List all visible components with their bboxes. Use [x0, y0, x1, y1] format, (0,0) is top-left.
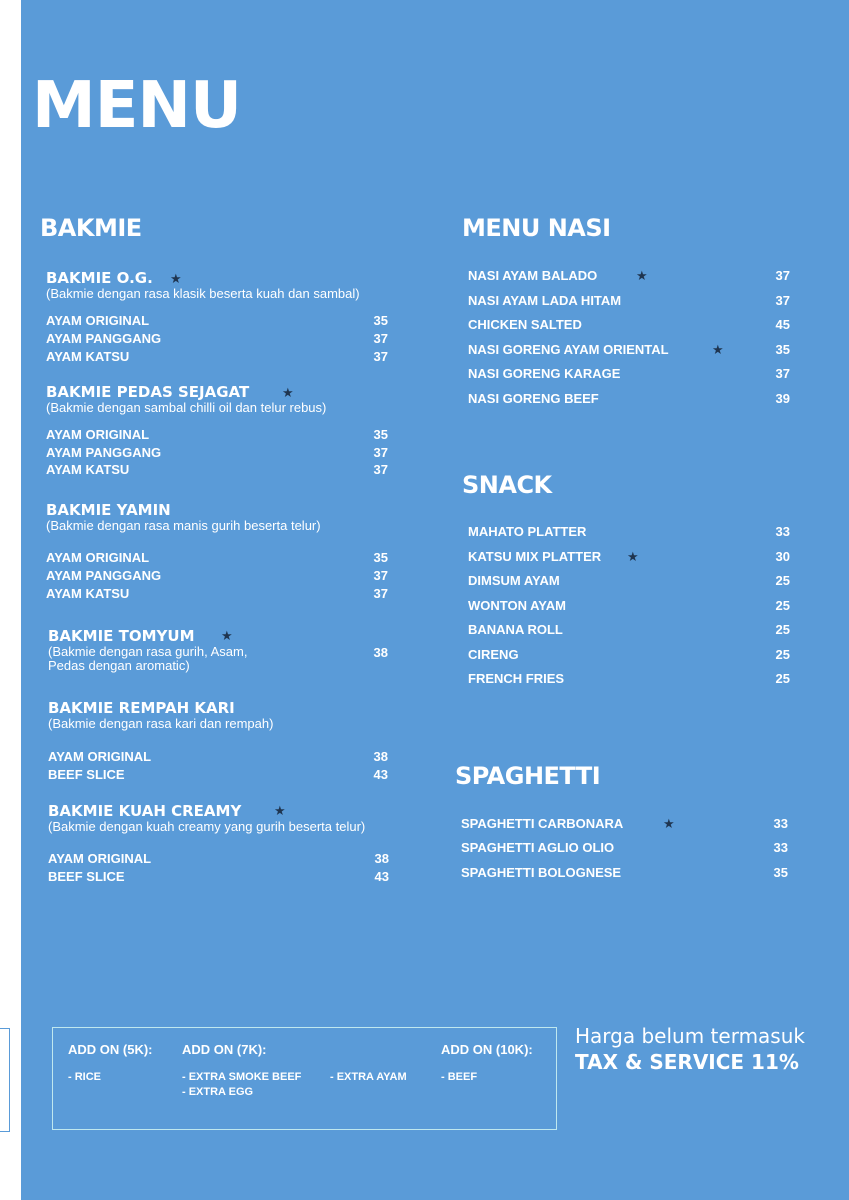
star-icon: ★: [221, 628, 233, 643]
menu-item-name: AYAM ORIGINAL: [46, 313, 150, 328]
menu-item-price: 37: [373, 568, 388, 583]
menu-item-price: 39: [775, 391, 790, 406]
menu-item-name: SPAGHETTI BOLOGNESE: [461, 865, 622, 880]
menu-item-price: 45: [775, 317, 790, 332]
star-icon: ★: [170, 271, 182, 286]
bakmie-og-title: BAKMIE O.G.: [46, 269, 153, 287]
menu-item-price: 25: [775, 573, 790, 588]
menu-item-name: BEEF SLICE: [48, 767, 125, 782]
section-heading-spaghetti: SPAGHETTI: [455, 762, 601, 790]
menu-item-price: 35: [373, 313, 388, 328]
menu-item-price: 33: [775, 524, 790, 539]
bakmie-og-desc: (Bakmie dengan rasa klasik beserta kuah dan sambal): [46, 286, 360, 301]
star-icon: ★: [282, 385, 294, 400]
menu-item-name: AYAM ORIGINAL: [48, 749, 152, 764]
addon-item: - EXTRA EGG: [182, 1086, 254, 1098]
section-heading-snack: SNACK: [462, 471, 552, 499]
bakmie-tomyum-desc: Pedas dengan aromatic): [48, 658, 190, 673]
menu-item-name: AYAM ORIGINAL: [46, 550, 150, 565]
menu-item-price: 25: [775, 671, 790, 686]
addon-heading-5k: ADD ON (5K):: [68, 1042, 153, 1057]
menu-item-price: 38: [374, 851, 389, 866]
menu-item-price: 37: [775, 293, 790, 308]
addon-heading-7k: ADD ON (7K):: [182, 1042, 267, 1057]
menu-item-name: AYAM PANGGANG: [46, 568, 162, 583]
bakmie-pedas-title: BAKMIE PEDAS SEJAGAT: [46, 383, 250, 401]
menu-item-name: DIMSUM AYAM: [468, 573, 560, 588]
menu-item-name: AYAM ORIGINAL: [46, 427, 150, 442]
menu-item-name: BANANA ROLL: [468, 622, 563, 637]
addon-heading-10k: ADD ON (10K):: [441, 1042, 533, 1057]
menu-item-name: NASI GORENG AYAM ORIENTAL: [468, 342, 669, 357]
star-icon: ★: [636, 268, 648, 283]
star-icon: ★: [627, 549, 639, 564]
bakmie-pedas-desc: (Bakmie dengan sambal chilli oil dan telur rebus): [46, 400, 327, 415]
addon-item: - BEEF: [441, 1071, 478, 1083]
menu-item-name: AYAM KATSU: [46, 349, 130, 364]
bakmie-creamy-title: BAKMIE KUAH CREAMY: [48, 802, 242, 820]
bakmie-tomyum-desc: (Bakmie dengan rasa gurih, Asam,: [48, 644, 248, 659]
star-icon: ★: [663, 816, 675, 831]
menu-item-name: AYAM PANGGANG: [46, 445, 162, 460]
menu-item-price: 33: [773, 816, 788, 831]
menu-item-price: 33: [773, 840, 788, 855]
menu-item-name: NASI GORENG BEEF: [468, 391, 599, 406]
menu-item-price: 43: [373, 767, 388, 782]
menu-item-price: 35: [775, 342, 790, 357]
bakmie-creamy-desc: (Bakmie dengan kuah creamy yang gurih beserta telur): [48, 819, 366, 834]
menu-item-price: 43: [374, 869, 389, 884]
menu-item-name: NASI AYAM BALADO: [468, 268, 598, 283]
bakmie-tomyum-title: BAKMIE TOMYUM: [48, 627, 195, 645]
menu-item-price: 38: [373, 645, 388, 660]
bakmie-kari-title: BAKMIE REMPAH KARI: [48, 699, 235, 717]
bakmie-yamin-desc: (Bakmie dengan rasa manis gurih beserta telur): [46, 518, 321, 533]
menu-item-name: AYAM KATSU: [46, 462, 130, 477]
menu-item-price: 25: [775, 647, 790, 662]
bakmie-kari-desc: (Bakmie dengan rasa kari dan rempah): [48, 716, 274, 731]
menu-item-name: KATSU MIX PLATTER: [468, 549, 602, 564]
addon-item: - RICE: [68, 1071, 101, 1083]
menu-item-price: 35: [373, 427, 388, 442]
menu-item-price: 38: [373, 749, 388, 764]
bakmie-yamin-title: BAKMIE YAMIN: [46, 501, 171, 519]
addon-item: - EXTRA AYAM: [330, 1071, 407, 1083]
menu-item-price: 37: [373, 349, 388, 364]
menu-item-price: 37: [775, 268, 790, 283]
menu-item-price: 25: [775, 598, 790, 613]
side-frame: [0, 1028, 10, 1132]
page-title: MENU: [32, 69, 241, 143]
menu-item-name: CHICKEN SALTED: [468, 317, 582, 332]
section-heading-bakmie: BAKMIE: [40, 214, 142, 242]
menu-item-price: 37: [373, 462, 388, 477]
menu-item-name: NASI AYAM LADA HITAM: [468, 293, 622, 308]
menu-item-price: 25: [775, 622, 790, 637]
menu-item-price: 35: [373, 550, 388, 565]
menu-item-name: MAHATO PLATTER: [468, 524, 587, 539]
menu-item-price: 35: [773, 865, 788, 880]
menu-item-name: SPAGHETTI CARBONARA: [461, 816, 624, 831]
menu-item-name: SPAGHETTI AGLIO OLIO: [461, 840, 615, 855]
tax-note-line1: Harga belum termasuk: [575, 1024, 805, 1048]
addon-item: - EXTRA SMOKE BEEF: [182, 1071, 302, 1083]
star-icon: ★: [274, 803, 286, 818]
menu-item-price: 37: [373, 331, 388, 346]
tax-note-line2: TAX & SERVICE 11%: [575, 1050, 799, 1074]
menu-item-name: CIRENG: [468, 647, 519, 662]
menu-item-name: NASI GORENG KARAGE: [468, 366, 621, 381]
left-white-strip: [0, 0, 21, 1200]
menu-item-price: 37: [373, 586, 388, 601]
menu-item-price: 37: [775, 366, 790, 381]
menu-item-name: WONTON AYAM: [468, 598, 566, 613]
menu-item-price: 37: [373, 445, 388, 460]
star-icon: ★: [712, 342, 724, 357]
menu-item-name: AYAM PANGGANG: [46, 331, 162, 346]
menu-item-name: BEEF SLICE: [48, 869, 125, 884]
section-heading-nasi: MENU NASI: [462, 214, 611, 242]
menu-item-name: FRENCH FRIES: [468, 671, 565, 686]
menu-item-price: 30: [775, 549, 790, 564]
menu-item-name: AYAM ORIGINAL: [48, 851, 152, 866]
menu-item-name: AYAM KATSU: [46, 586, 130, 601]
